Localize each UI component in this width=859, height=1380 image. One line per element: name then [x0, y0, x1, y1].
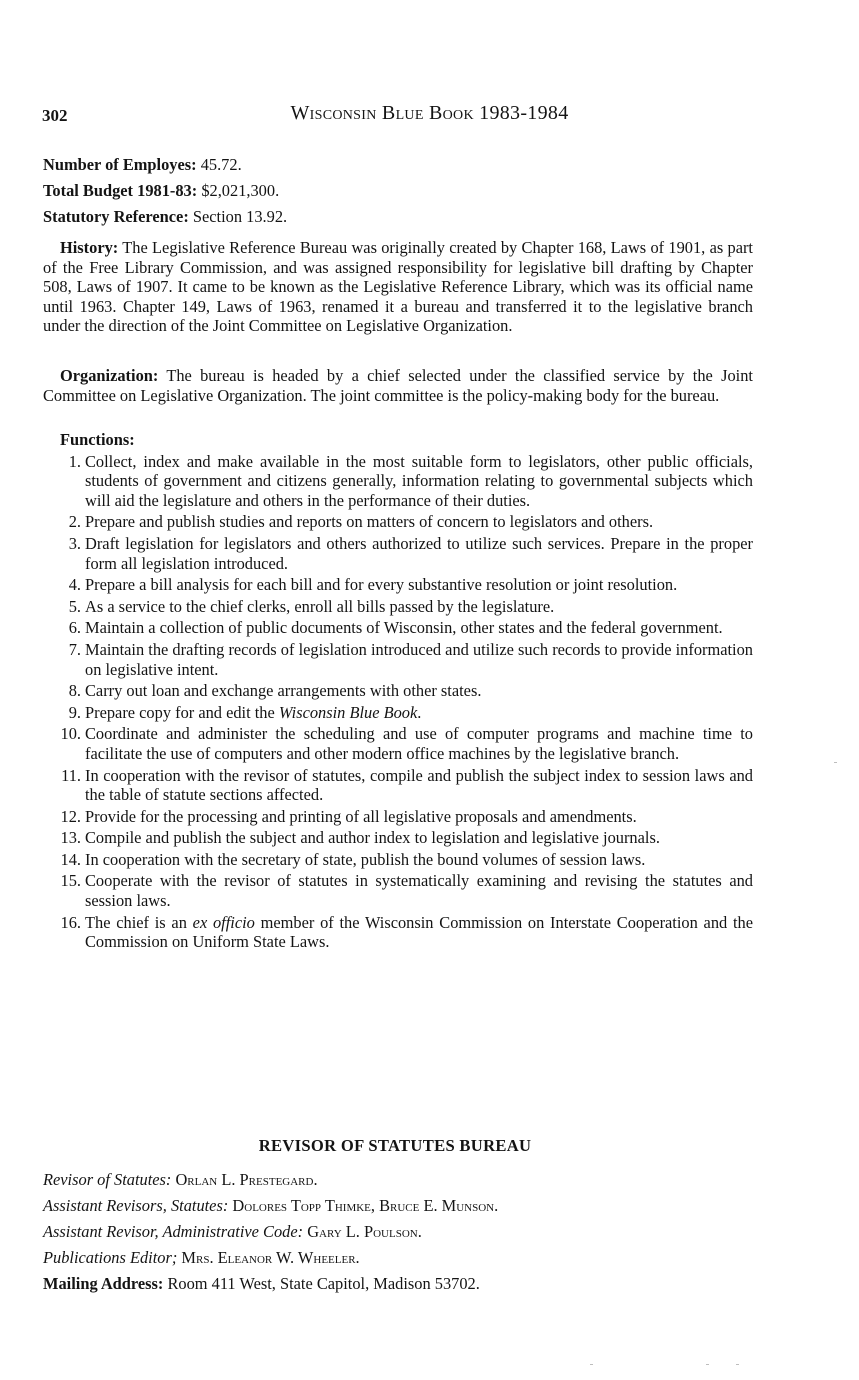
item-text-italic: Wisconsin Blue Book: [278, 702, 418, 722]
item-number: 3.: [68, 533, 81, 553]
scan-speck: [736, 1364, 739, 1365]
organization-text: The bureau is headed by a chief selected under the classified service by the Joint Committee on Legislative Organization. The joint committee is the policy-making body for the bureau.: [43, 366, 753, 405]
scan-speck: [706, 1364, 709, 1365]
revisor-name: Orlan L. Prestegard.: [171, 1170, 318, 1189]
revisor-staff: [43, 1170, 763, 1300]
item-number: 15.: [60, 871, 81, 891]
employees-value: 45.72.: [196, 155, 242, 174]
assistant-statutes-line: [43, 1196, 763, 1216]
assistant-statutes-names: Dolores Topp Thimke, Bruce E. Munson.: [228, 1196, 499, 1216]
budget-value: $2,021,300.: [197, 181, 280, 201]
item-text: Prepare and publish studies and reports on matters of concern to legislators and others.: [85, 512, 654, 532]
list-item: [43, 681, 753, 701]
page-number: 302: [42, 106, 68, 125]
list-item: [43, 534, 753, 573]
item-text: Draft legislation for legislators and others authorized to utilize such services. Prepare in the proper form all legislation introduced.: [85, 533, 753, 573]
bureau-facts: [43, 155, 763, 233]
organization-paragraph: [43, 366, 753, 405]
item-number: 2.: [68, 512, 81, 532]
item-text-after: member of the Wisconsin Commission on Interstate Cooperation and the Commission on Uniform State Laws.: [85, 912, 753, 952]
item-number: 5.: [68, 596, 81, 616]
history-text: The Legislative Reference Bureau was originally created by Chapter 168, Laws of 1901, as part of the Free Library Commission, and was assigned responsibility for legislative bill drafting by Chapter 508, Laws of 1907. It came to be known as the Legislative Reference Library, which was its official name until 1963. Chapter 149, Laws of 1963, renamed it a bureau and transferred it to the legislative branch under the direction of the Joint Committee on Legislative Organization.: [43, 238, 753, 336]
list-item: [43, 703, 753, 723]
item-number: 8.: [68, 681, 81, 701]
list-item: [43, 766, 753, 805]
editor-name: Mrs. Eleanor W. Wheeler.: [177, 1248, 360, 1268]
revisor-role: Revisor of Statutes:: [43, 1170, 172, 1189]
budget-line: [43, 181, 763, 201]
list-item: [43, 452, 753, 511]
list-item: [43, 913, 753, 952]
list-item: [43, 807, 753, 827]
item-text: Maintain a collection of public documents of Wisconsin, other states and the federal government.: [85, 618, 723, 638]
mailing-label: Mailing Address:: [43, 1274, 164, 1294]
item-number: 14.: [60, 849, 81, 869]
list-item: [43, 828, 753, 848]
revisor-line: [43, 1170, 763, 1190]
budget-label: Total Budget 1981-83:: [43, 181, 198, 201]
item-number: 1.: [68, 451, 81, 471]
list-item: [43, 512, 753, 532]
item-number: 7.: [68, 639, 81, 659]
organization-section: [43, 366, 753, 405]
item-text: Coordinate and administer the scheduling and use of computer programs and machine time to facilitate the use of computers and other modern office machines by the legislative branch.: [85, 724, 753, 763]
running-head-title: Wisconsin Blue Book 1983-1984: [290, 102, 569, 124]
list-item: [43, 850, 753, 870]
scan-speck: [834, 762, 837, 763]
item-text-before: The chief is an: [85, 912, 193, 932]
item-number: 10.: [60, 724, 81, 744]
item-number: 12.: [60, 806, 81, 826]
list-item: [43, 575, 753, 595]
item-number: 13.: [60, 828, 81, 848]
assistant-statutes-role: Assistant Revisors, Statutes:: [43, 1196, 229, 1216]
statutory-label: Statutory Reference:: [43, 207, 189, 227]
item-number: 6.: [68, 618, 81, 638]
assistant-code-role: Assistant Revisor, Administrative Code:: [43, 1222, 304, 1242]
statutory-value: Section 13.92.: [188, 207, 288, 227]
item-text: Maintain the drafting records of legislation introduced and utilize such records to provide information on legislative intent.: [85, 639, 753, 679]
list-item: [43, 597, 753, 617]
assistant-code-name: Gary L. Poulson.: [303, 1222, 422, 1242]
employees-line: [43, 155, 763, 175]
history-label: History:: [60, 238, 119, 257]
mailing-value: Room 411 West, State Capitol, Madison 53702.: [163, 1274, 480, 1294]
editor-line: [43, 1248, 763, 1268]
assistant-code-line: [43, 1222, 763, 1242]
history-section: [43, 238, 753, 336]
item-text-after: .: [417, 702, 422, 722]
mailing-line: [43, 1274, 763, 1294]
organization-label: Organization:: [60, 366, 159, 385]
item-number: 11.: [61, 765, 81, 785]
item-text-italic: ex officio: [192, 912, 255, 932]
item-number: 9.: [68, 702, 81, 722]
item-text: Compile and publish the subject and author index to legislation and legislative journals.: [85, 828, 660, 848]
list-item: [43, 618, 753, 638]
list-item: [43, 640, 753, 679]
editor-role: Publications Editor;: [43, 1248, 178, 1268]
functions-section: [43, 430, 753, 954]
functions-heading: Functions:: [60, 430, 135, 449]
item-text: Provide for the processing and printing of all legislative proposals and amendments.: [85, 806, 637, 826]
list-item: [43, 871, 753, 910]
employees-label: Number of Employes:: [43, 155, 197, 174]
item-text: In cooperation with the revisor of statutes, compile and publish the subject index to session laws and the table of statute sections affected.: [85, 765, 753, 805]
item-text: In cooperation with the secretary of state, publish the bound volumes of session laws.: [85, 849, 646, 869]
item-text: Collect, index and make available in the most suitable form to legislators, other public officials, students of government and citizens generally, information relating to governmental subjects which will aid the legislature and others in the performance of their duties.: [85, 451, 753, 510]
item-number: 4.: [68, 575, 81, 595]
revisor-section-title: REVISOR OF STATUTES BUREAU: [258, 1136, 532, 1155]
scan-speck: [590, 1364, 593, 1365]
item-number: 16.: [60, 912, 81, 932]
item-text-before: Prepare copy for and edit the: [85, 702, 279, 722]
statutory-line: [43, 207, 763, 227]
item-text: As a service to the chief clerks, enroll all bills passed by the legislature.: [85, 596, 555, 616]
history-paragraph: [43, 238, 753, 336]
item-text: Carry out loan and exchange arrangements with other states.: [85, 681, 482, 701]
functions-list: [43, 452, 753, 952]
list-item: [43, 724, 753, 763]
item-text: Prepare a bill analysis for each bill and for every substantive resolution or joint resolution.: [85, 575, 678, 595]
item-text: Cooperate with the revisor of statutes in systematically examining and revising the statutes and session laws.: [85, 871, 753, 911]
